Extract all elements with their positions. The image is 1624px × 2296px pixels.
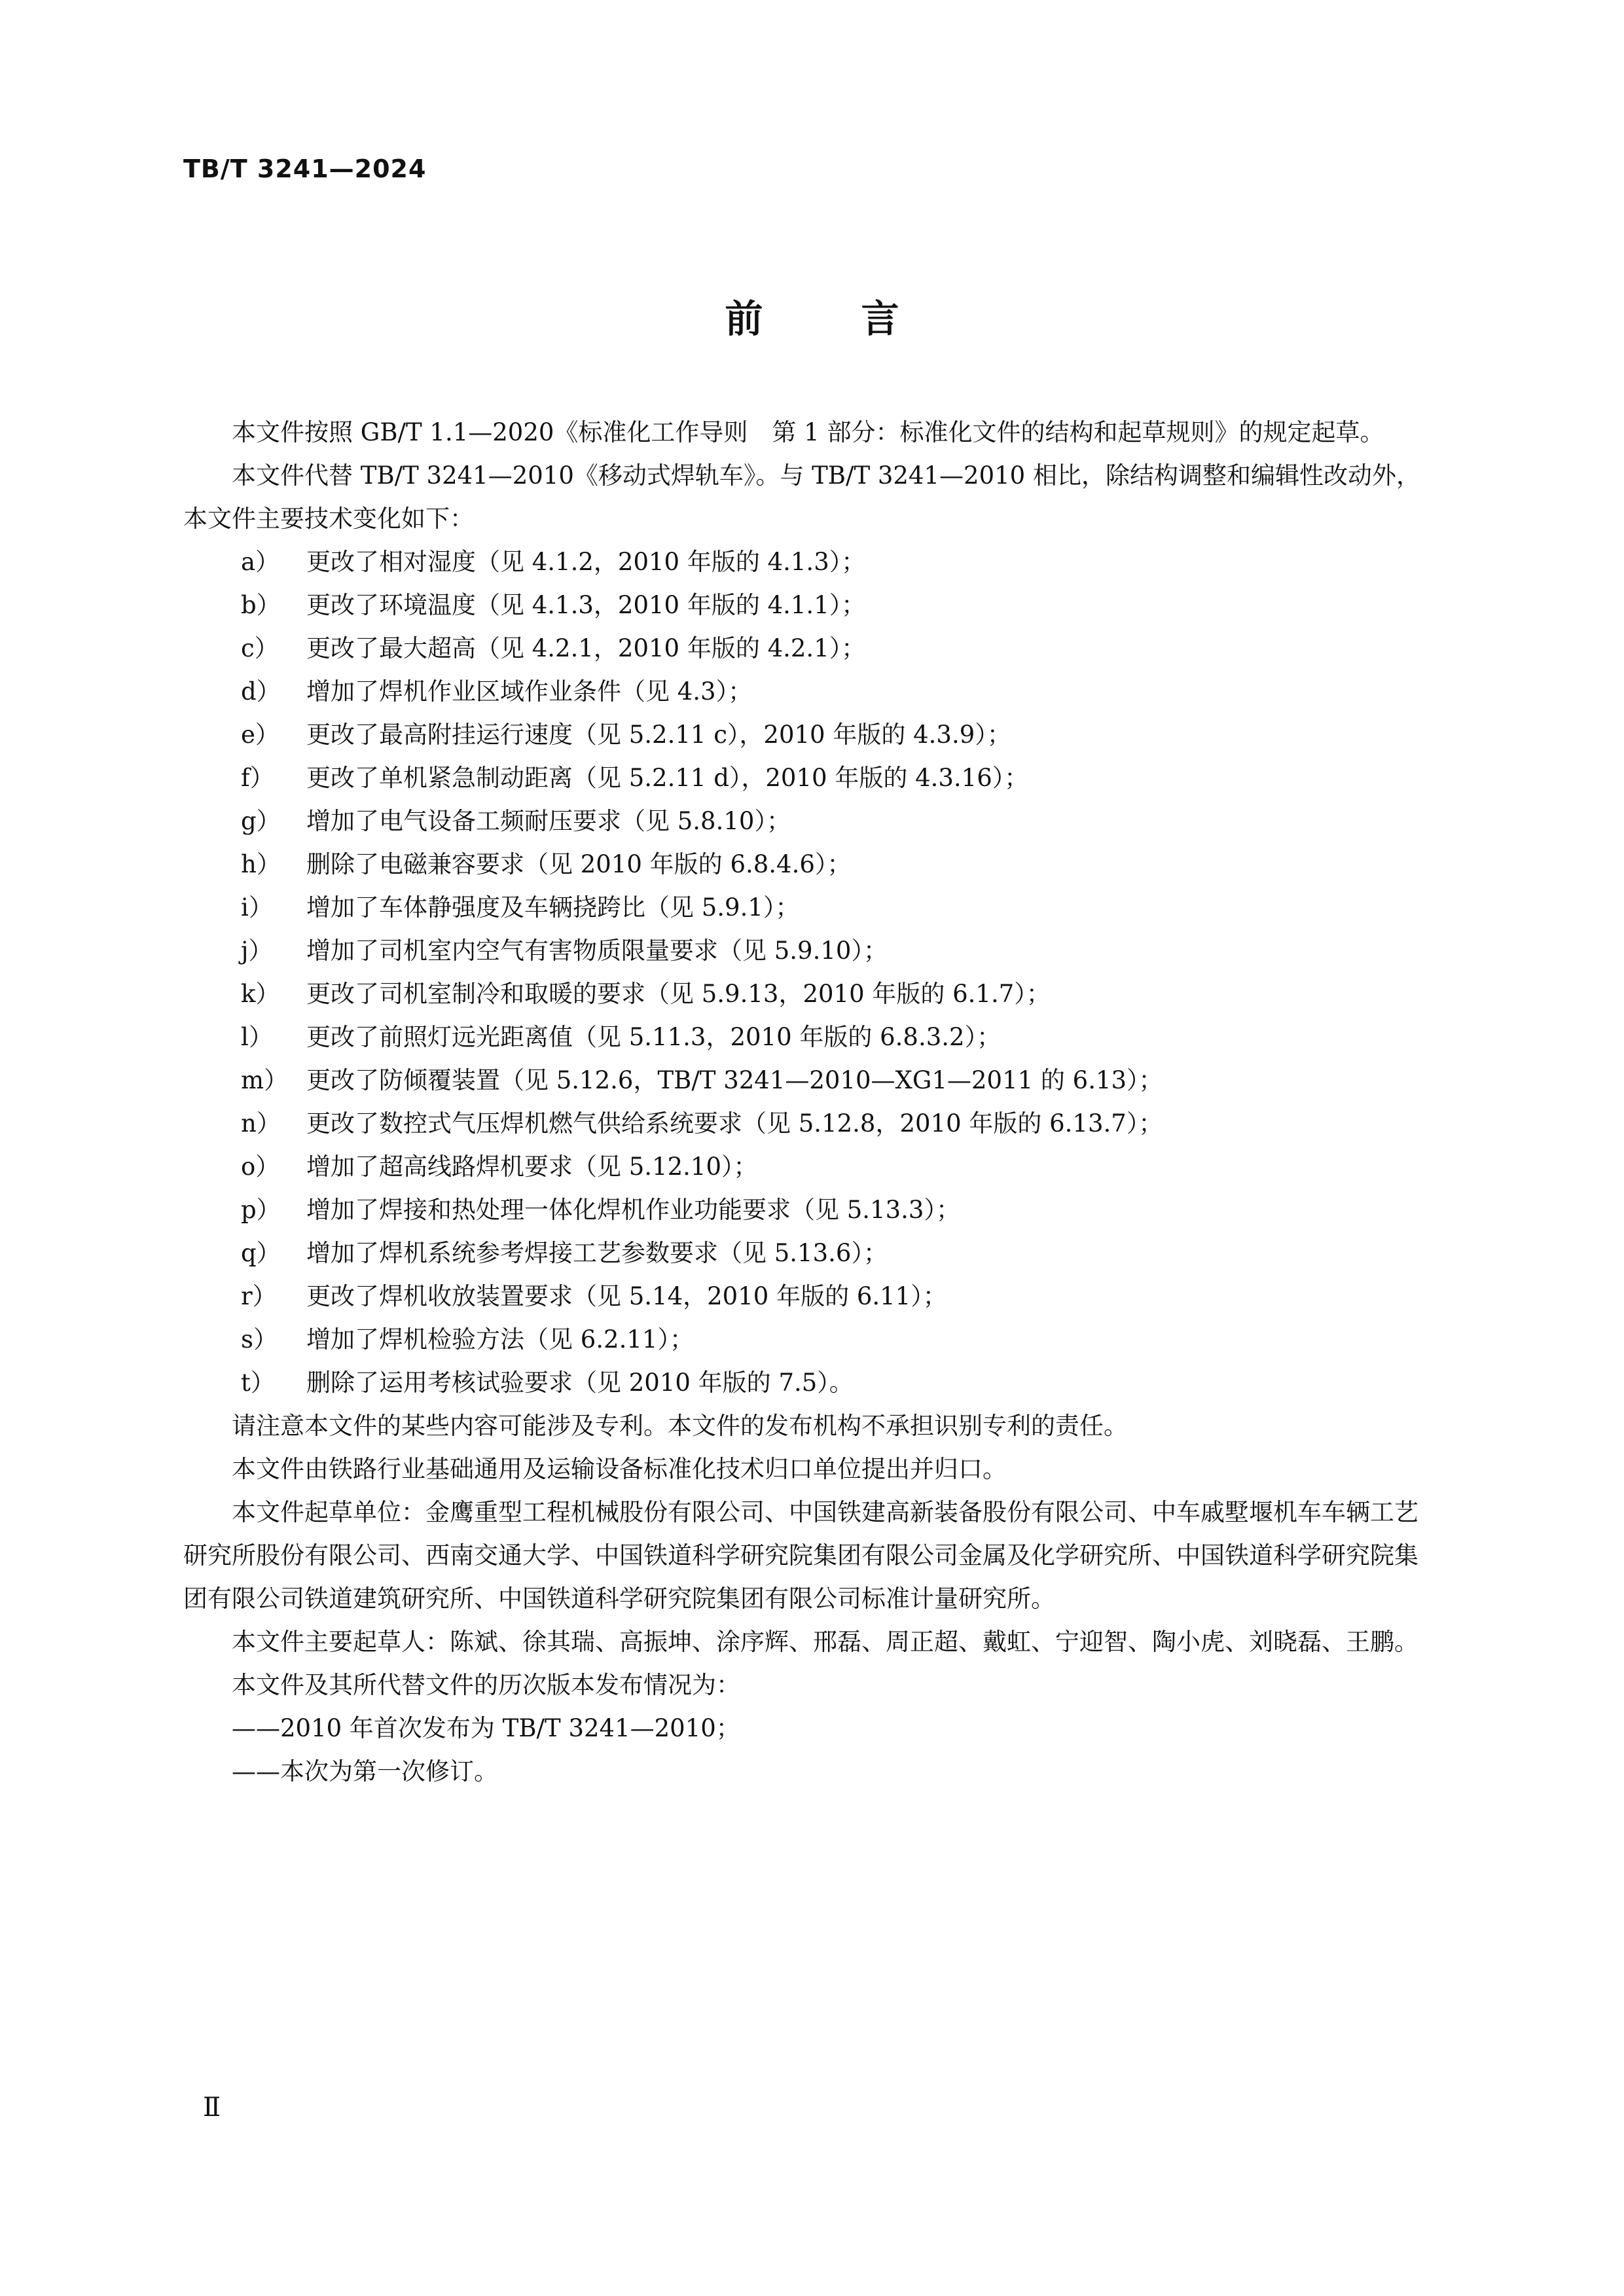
list-item <box>183 800 1440 843</box>
list-item-text: 更改了最高附挂运行速度（见 5.2.11 c），2010 年版的 4.3.9）； <box>306 721 1011 749</box>
list-item-label: j） <box>241 937 273 965</box>
list-item-text: 删除了电磁兼容要求（见 2010 年版的 6.8.4.6）； <box>306 850 852 878</box>
list-item-label: b） <box>241 591 281 619</box>
list-item-label: h） <box>241 850 281 878</box>
list-item-text: 增加了焊接和热处理一体化焊机作业功能要求（见 5.13.3）； <box>306 1196 960 1224</box>
list-item <box>183 670 1440 713</box>
list-item <box>183 757 1440 800</box>
list-item-label: p） <box>241 1196 281 1224</box>
drafting-rules-paragraph: 本文件按照 GB/T 1.1—2020《标准化工作导则 第 1 部分：标准化文件的结构和起草规则》的规定起草。 <box>232 418 1384 446</box>
list-item-label: i） <box>241 893 273 922</box>
list-item-label: m） <box>241 1066 289 1094</box>
list-item <box>183 1318 1440 1361</box>
list-item <box>183 1145 1440 1189</box>
list-item-text: 增加了焊机检验方法（见 6.2.11）； <box>306 1325 694 1354</box>
list-item <box>183 1189 1440 1232</box>
list-item-text: 增加了司机室内空气有害物质限量要求（见 5.9.10）； <box>306 937 888 965</box>
list-item-label: q） <box>241 1239 281 1267</box>
history-intro: 本文件及其所代替文件的历次版本发布情况为： <box>232 1671 740 1699</box>
list-item-text: 增加了焊机系统参考焊接工艺参数要求（见 5.13.6）； <box>306 1239 888 1267</box>
list-item-text: 增加了超高线路焊机要求（见 5.12.10）； <box>306 1153 758 1181</box>
patent-notice: 请注意本文件的某些内容可能涉及专利。本文件的发布机构不承担识别专利的责任。 <box>232 1412 1128 1440</box>
list-item <box>183 1102 1440 1145</box>
list-item <box>183 584 1440 627</box>
list-item-label: g） <box>241 807 281 835</box>
list-item-label: n） <box>241 1109 281 1138</box>
list-item-label: e） <box>241 721 280 749</box>
list-item-label: d） <box>241 677 281 706</box>
list-item-text: 更改了焊机收放装置要求（见 5.14，2010 年版的 6.11）； <box>306 1282 947 1310</box>
list-item-label: s） <box>241 1325 278 1354</box>
list-item-label: o） <box>241 1153 280 1181</box>
list-item <box>183 1232 1440 1275</box>
list-item-label: k） <box>241 980 280 1008</box>
list-item <box>183 1275 1440 1318</box>
list-item-text: 更改了环境温度（见 4.1.3，2010 年版的 4.1.1）； <box>306 591 866 619</box>
list-item <box>183 1059 1440 1102</box>
replacement-paragraph: 本文件代替 TB/T 3241—2010《移动式焊轨车》。与 TB/T 3241—2010 相比，除结构调整和编辑性改动外，本文件主要技术变化如下： <box>183 461 1420 533</box>
list-item-text: 删除了运用考核试验要求（见 2010 年版的 7.5）。 <box>306 1369 854 1397</box>
list-item <box>183 843 1440 886</box>
list-item-label: c） <box>241 634 279 662</box>
foreword-body <box>183 411 1440 1793</box>
list-item <box>183 541 1440 584</box>
history-entry: ——本次为第一次修订。 <box>232 1757 498 1785</box>
list-item-label: t） <box>241 1369 275 1397</box>
list-item <box>183 1016 1440 1059</box>
list-item-text: 增加了焊机作业区域作业条件（见 4.3）； <box>306 677 753 706</box>
list-item-text: 更改了最大超高（见 4.2.1，2010 年版的 4.2.1）； <box>306 634 866 662</box>
list-item <box>183 1361 1440 1405</box>
list-item <box>183 886 1440 929</box>
list-item-label: a） <box>241 548 280 576</box>
list-item-text: 更改了相对湿度（见 4.1.2，2010 年版的 4.1.3）； <box>306 548 866 576</box>
list-item-text: 更改了司机室制冷和取暖的要求（见 5.9.13，2010 年版的 6.1.7）； <box>306 980 1051 1008</box>
list-item-text: 更改了数控式气压焊机燃气供给系统要求（见 5.12.8，2010 年版的 6.13.7）； <box>306 1109 1163 1138</box>
list-item-text: 增加了车体静强度及车辆挠跨比（见 5.9.1）； <box>306 893 800 922</box>
list-item <box>183 973 1440 1016</box>
list-item-text: 更改了单机紧急制动距离（见 5.2.11 d），2010 年版的 4.3.16）； <box>306 764 1029 792</box>
history-entry: ——2010 年首次发布为 TB/T 3241—2010； <box>232 1714 740 1742</box>
standard-code: TB/T 3241—2024 <box>183 154 427 183</box>
list-item-label: l） <box>241 1023 273 1051</box>
list-item-label: r） <box>241 1282 277 1310</box>
list-item <box>183 627 1440 670</box>
list-item-text: 增加了电气设备工频耐压要求（见 5.8.10）； <box>306 807 791 835</box>
drafting-units: 本文件起草单位：金鹰重型工程机械股份有限公司、中国铁建高新装备股份有限公司、中车戚墅堰机车车辆工艺研究所股份有限公司、西南交通大学、中国铁道科学研究院集团有限公司金属及化学研究所、中国铁道科学研究院集团有限公司铁道建筑研究所、中国铁道科学研究院集团有限公司标准计量研究所。 <box>183 1498 1418 1613</box>
list-item-text: 更改了防倾覆装置（见 5.12.6，TB/T 3241—2010—XG1—2011 的 6.13）； <box>306 1066 1163 1094</box>
page-number: Ⅱ <box>203 2092 221 2123</box>
list-item <box>183 713 1440 757</box>
list-item-label: f） <box>241 764 274 792</box>
list-item <box>183 929 1440 973</box>
proposal-statement: 本文件由铁路行业基础通用及运输设备标准化技术归口单位提出并归口。 <box>232 1455 1007 1483</box>
technical-changes-list <box>183 541 1440 1405</box>
main-drafters: 本文件主要起草人：陈斌、徐其瑞、高振坤、涂序辉、邢磊、周正超、戴虹、宁迎智、陶小虎、刘晓磊、王鹏。 <box>232 1628 1418 1656</box>
page-title: 前言 <box>725 296 998 341</box>
list-item-text: 更改了前照灯远光距离值（见 5.11.3，2010 年版的 6.8.3.2）； <box>306 1023 1001 1051</box>
